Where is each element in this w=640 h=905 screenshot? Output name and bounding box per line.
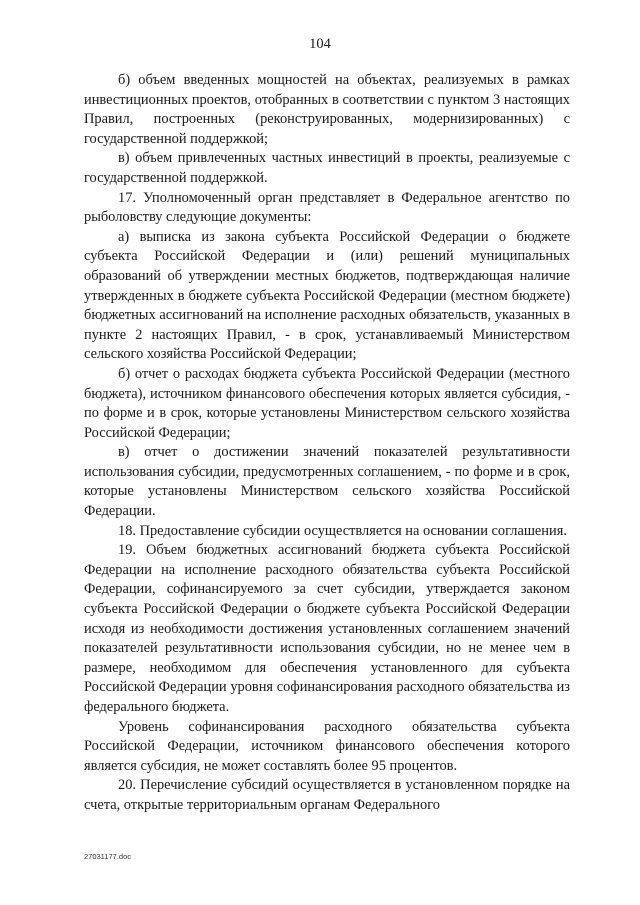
paragraph-19-cofinancing-level: Уровень софинансирования расходного обязательства субъекта Российской Федерации, источником финансового обеспечения которого является субсидия, не может составлять более 95 процентов. — [84, 718, 570, 774]
paragraph-17a-budget-extract: а) выписка из закона субъекта Российской Федерации о бюджете субъекта Российской Федерации и (или) решений муниципальных образований об утверждении местных бюджетов, подтверждающая наличие утвержденных в бюджете субъекта Российской Федерации (местном бюджете) бюджетных ассигнований на исполнение расходных обязательств, указанных в пункте 2 настоящих Правил, - в срок, устанавливаемый Министерством сельского хозяйства Российской Федерации; — [84, 228, 570, 363]
paragraph-b-capacity: б) объем введенных мощностей на объектах, реализуемых в рамках инвестиционных проектов, отобранных в соответствии с пунктом 3 настоящих Правил, построенных (реконструированных, модернизированных) с государственной поддержкой; — [84, 72, 570, 147]
paragraph-20-transfer: 20. Перечисление субсидий осуществляется в установленном порядке на счета, открытые территориальным органам Федерального — [84, 777, 570, 813]
page-number: 104 — [309, 36, 331, 52]
paragraph-17-documents: 17. Уполномоченный орган представляет в Федеральное агентство по рыболовству следующие документы: — [84, 189, 570, 226]
paragraph-17b-expense-report: б) отчет о расходах бюджета субъекта Российской Федерации (местного бюджета), источником финансового обеспечения которых является субсидия, - по форме и в срок, которые установлены Министерством сельского хозяйства Российской Федерации; — [84, 365, 570, 441]
paragraph-v-investments: в) объем привлеченных частных инвестиций в проекты, реализуемые с государственной поддержкой. — [84, 150, 570, 186]
footer-file-code: 27031177.doc — [84, 852, 131, 861]
paragraph-19-budget-allocation: 19. Объем бюджетных ассигнований бюджета субъекта Российской Федерации на исполнение расходного обязательства субъекта Российской Федерации, софинансируемого за счет субсидии, утверждается законом субъекта Российской Федерации о бюджете субъекта Российской Федерации исходя из необходимости достижения установленных соглашением значений показателей результативности использования субсидии, но не менее чем в размере, необходимом для обеспечения установленного для субъекта Российской Федерации уровня софинансирования расходного обязательства из федерального бюджета. — [84, 542, 570, 715]
paragraph-18-agreement: 18. Предоставление субсидии осуществляется на основании соглашения. — [118, 522, 567, 539]
document-body — [84, 71, 570, 816]
paragraph-17v-performance-report: в) отчет о достижении значений показателей результативности использования субсидии, предусмотренных соглашением, - по форме и в срок, которые установлены Министерством сельского хозяйства Российской Федерации. — [84, 444, 570, 520]
